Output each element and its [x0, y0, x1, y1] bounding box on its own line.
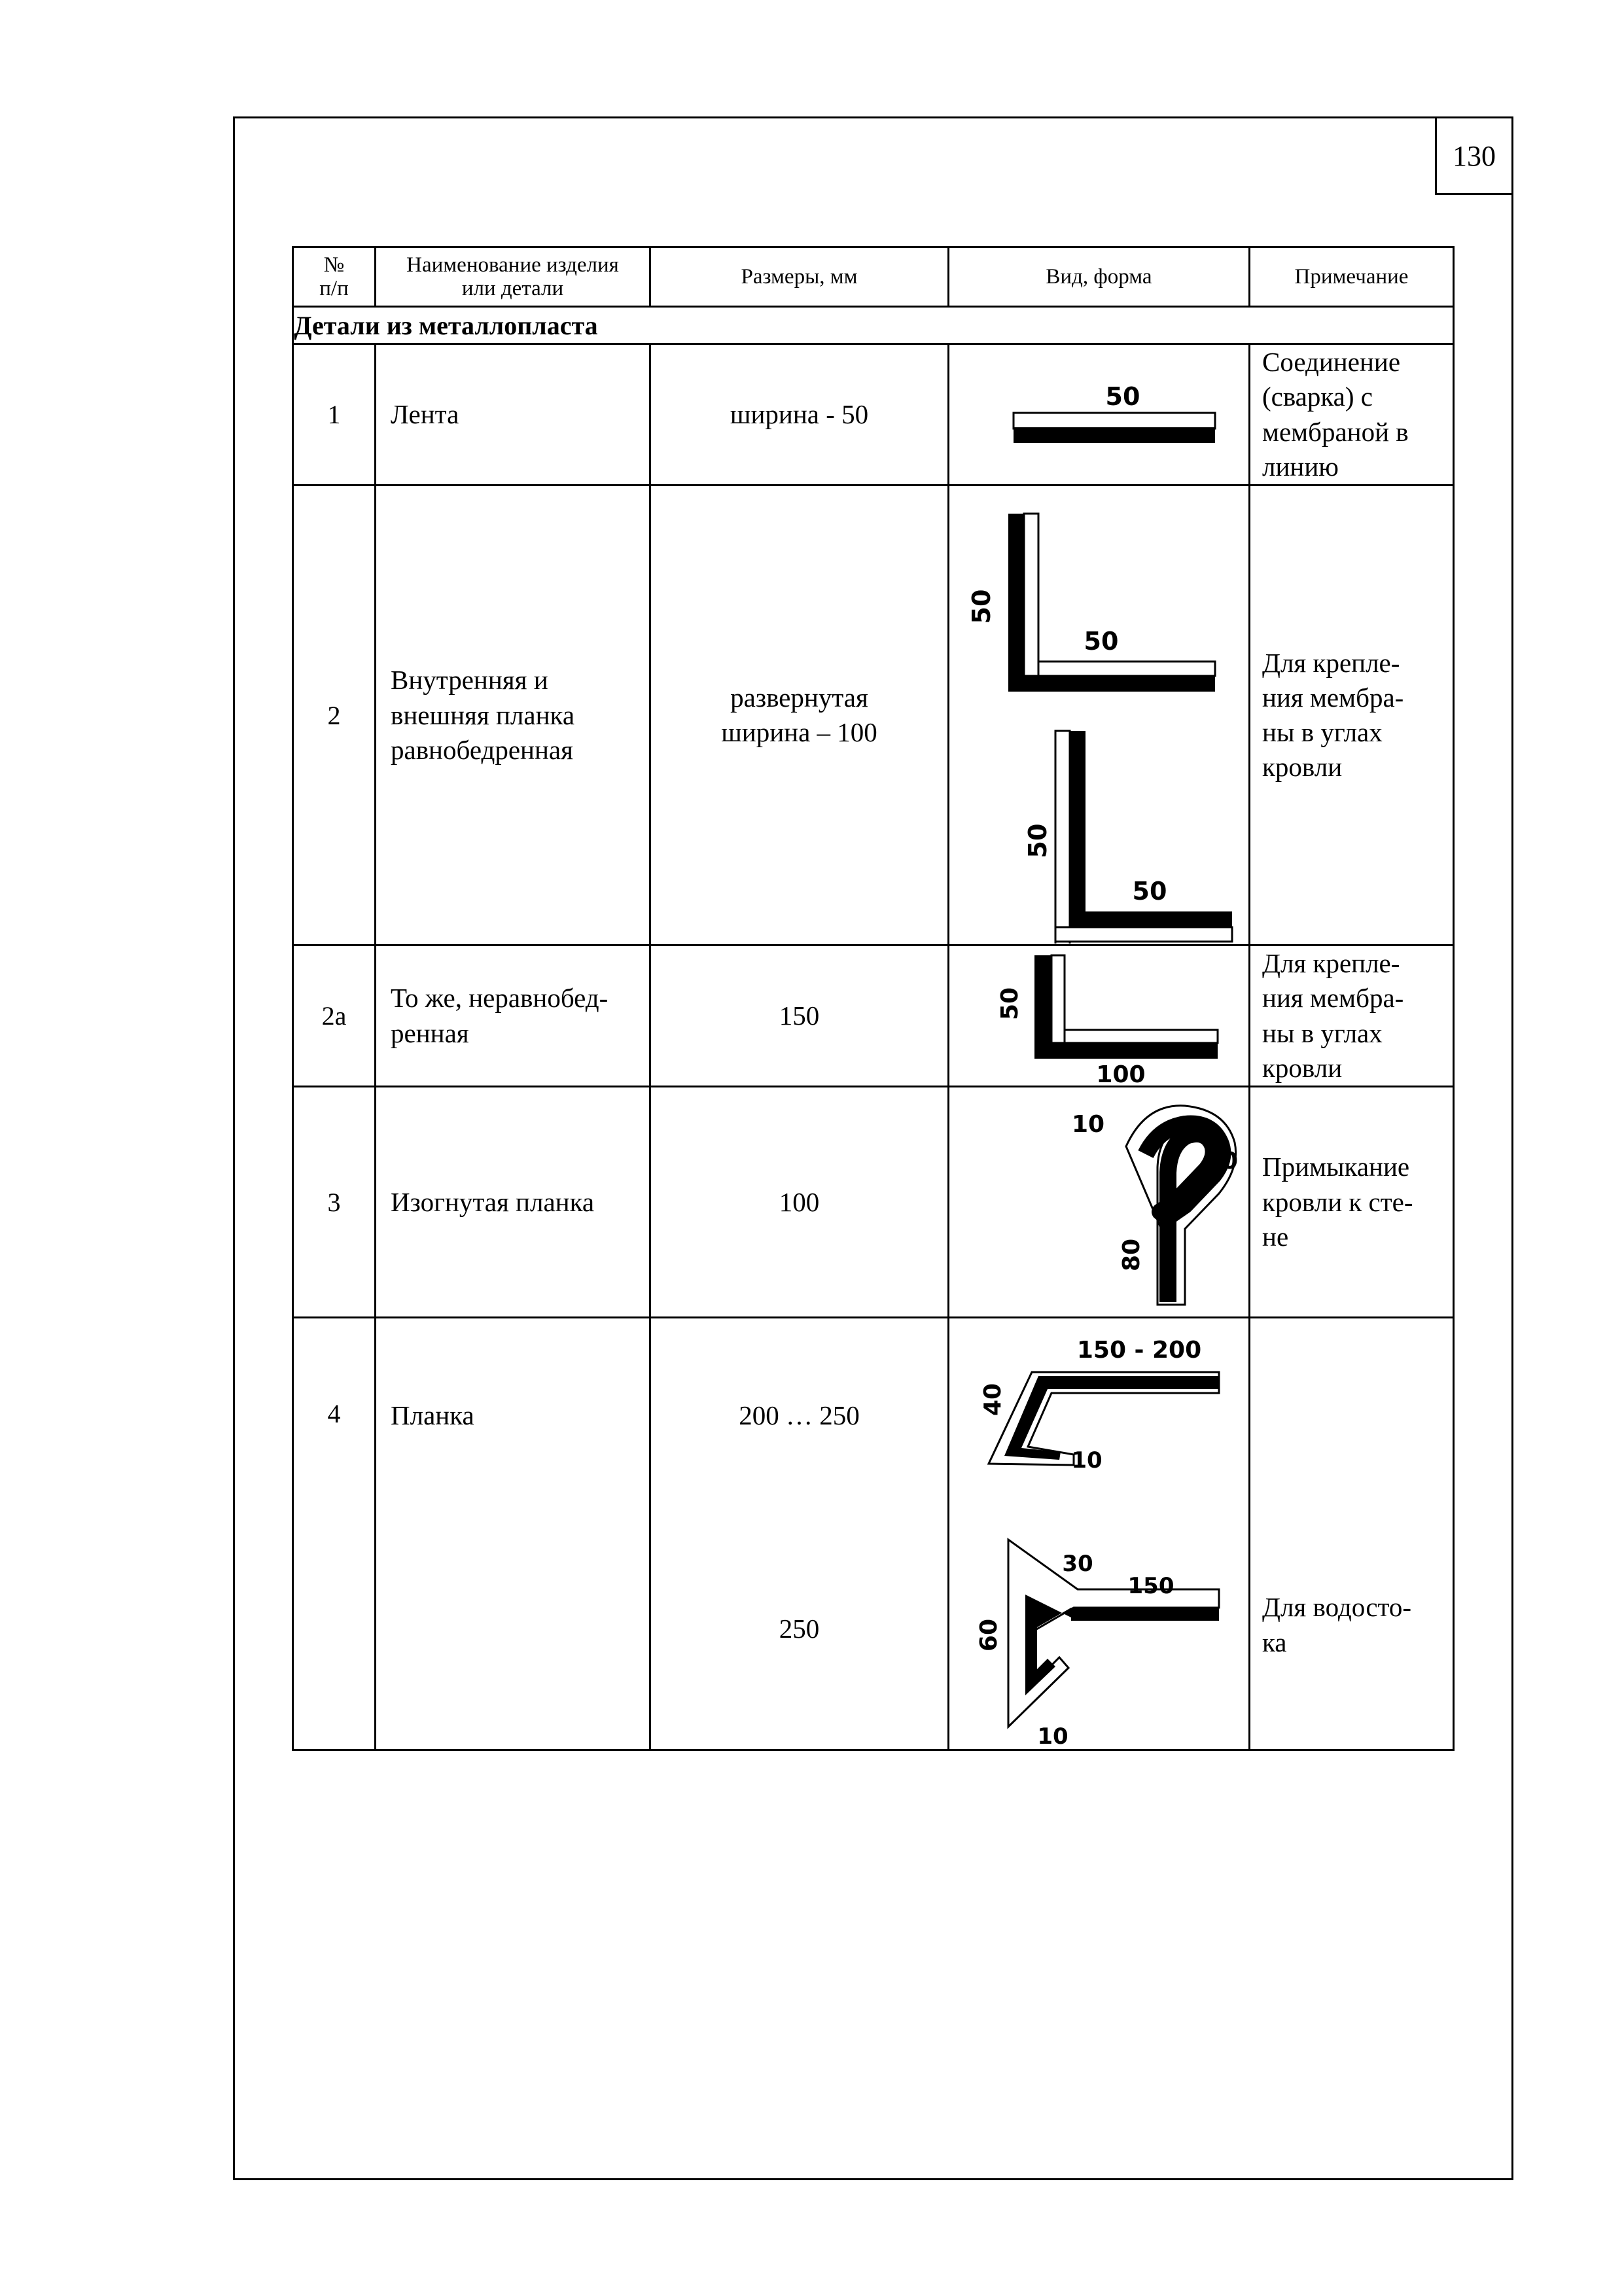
shape-label: 50	[1105, 382, 1140, 412]
row-shape	[949, 945, 1250, 1087]
shape-label: 10	[1071, 1447, 1103, 1474]
row-name: Планка	[391, 1400, 474, 1431]
shape-label: 30	[1062, 1550, 1093, 1577]
section-row	[293, 307, 1454, 344]
row-name: Лента	[376, 344, 650, 486]
row-name-cell	[376, 1318, 650, 1750]
row-size-a: 200 … 250	[739, 1400, 860, 1431]
header-note	[1250, 247, 1454, 307]
section-title: Детали из металлопласта	[293, 307, 1454, 344]
table-row	[293, 945, 1454, 1087]
shape-label: 10	[1071, 1110, 1105, 1138]
page-number: 130	[1435, 116, 1513, 195]
row-num: 1	[293, 344, 376, 486]
row-size: 100	[650, 1087, 949, 1318]
table-row	[293, 1318, 1454, 1750]
shape-label: 50	[1084, 626, 1119, 656]
row-note: Примыкание кровли к сте- не	[1250, 1087, 1454, 1318]
table-header-row	[293, 247, 1454, 307]
table-row	[293, 486, 1454, 945]
shape-label: 80	[1118, 1238, 1145, 1271]
header-note-text: Примечание	[1294, 264, 1409, 289]
row-name: Изогнутая планка	[376, 1087, 650, 1318]
row-num: 3	[293, 1087, 376, 1318]
angle-shapes-drawing	[949, 487, 1249, 944]
shape-label: 150 - 200	[1076, 1336, 1202, 1364]
shape-label: 150	[1127, 1572, 1174, 1599]
row-num-cell	[293, 1318, 376, 1750]
shape-label: 10	[1037, 1723, 1068, 1748]
header-shape-text: Вид, форма	[1046, 264, 1152, 289]
row-num: 2а	[293, 945, 376, 1087]
row-shape	[949, 1087, 1250, 1318]
header-name-text: Наименование изделия или детали	[406, 253, 619, 300]
row-shape	[949, 344, 1250, 486]
shape-label: 10	[1205, 1147, 1239, 1174]
header-name	[376, 247, 650, 307]
row-num: 2	[293, 486, 376, 945]
row-note-cell	[1250, 1318, 1454, 1750]
row-name: Внутренняя и внешняя планка равнобедренная	[376, 486, 650, 945]
header-size-text: Размеры, мм	[741, 264, 858, 289]
row-note: Для крепле- ния мембра- ны в углах кровли	[1250, 486, 1454, 945]
row-shape	[949, 1318, 1250, 1750]
row-note: Для водосто- ка	[1262, 1592, 1412, 1657]
row-size: ширина - 50	[650, 344, 949, 486]
header-size	[650, 247, 949, 307]
shape-label: 40	[980, 1383, 1006, 1416]
strip-shape-drawing	[949, 347, 1249, 482]
plank-shapes-drawing	[949, 1320, 1249, 1748]
unequal-angle-drawing	[949, 947, 1249, 1084]
shape-label: 60	[976, 1618, 1002, 1651]
shape-label: 100	[1096, 1061, 1146, 1085]
shape-label: 50	[1132, 876, 1167, 906]
table-row	[293, 1087, 1454, 1318]
header-shape	[949, 247, 1250, 307]
row-name: То же, неравнобед- ренная	[376, 945, 650, 1087]
table-row	[293, 344, 1454, 486]
shape-label: 50	[1023, 823, 1052, 858]
shape-label: 50	[997, 987, 1023, 1021]
row-num: 4	[327, 1399, 341, 1429]
row-size-b: 250	[779, 1614, 820, 1644]
details-table	[292, 246, 1455, 1751]
shape-label: 50	[967, 589, 996, 624]
header-num-text: № п/п	[319, 253, 349, 300]
bent-strip-drawing	[949, 1089, 1249, 1316]
row-size: развернутая ширина – 100	[650, 486, 949, 945]
row-size-cell	[650, 1318, 949, 1750]
row-note: Соединение (сварка) с мембраной в линию	[1250, 344, 1454, 486]
row-size: 150	[650, 945, 949, 1087]
header-num	[293, 247, 376, 307]
row-note: Для крепле- ния мембра- ны в углах кровли	[1250, 945, 1454, 1087]
row-shape	[949, 486, 1250, 945]
